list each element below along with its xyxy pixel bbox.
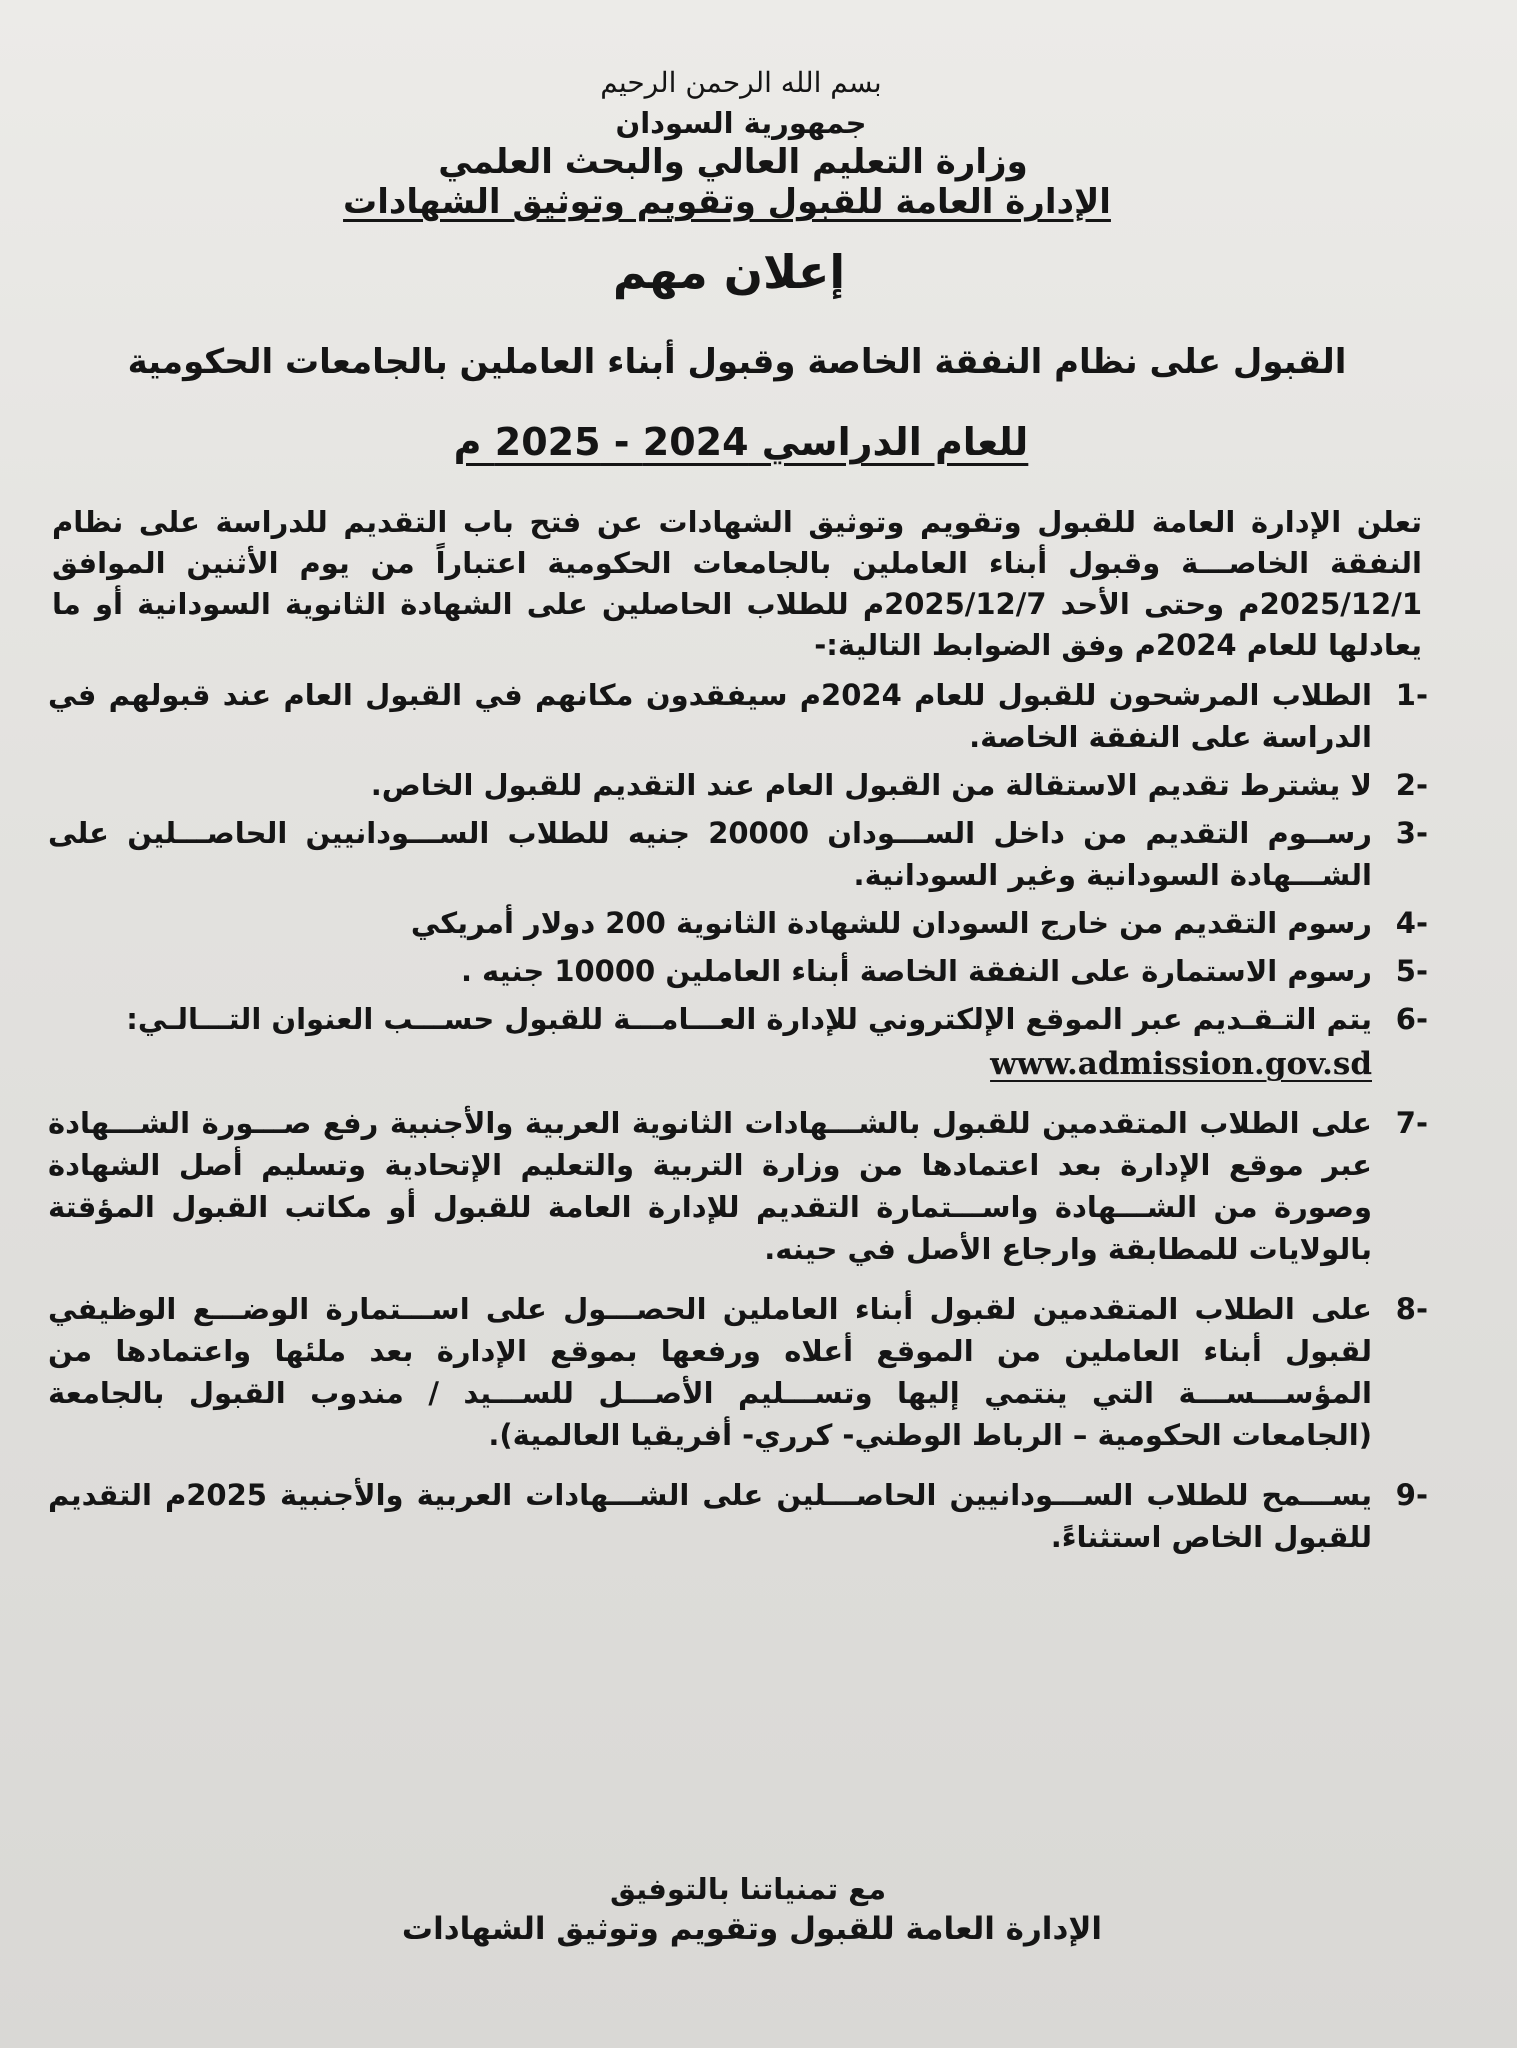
announcement-subject: القبول على نظام النفقة الخاصة وقبول أبناء العاملين بالجامعات الحكومية	[127, 341, 1347, 382]
list-item-text: لا يشترط تقديم الاستقالة من القبول العام عند التقديم للقبول الخاص.	[370, 767, 1372, 802]
list-item-number: -1	[1395, 677, 1428, 712]
list-item-text: رســوم التقديم من داخل الســـودان 20000 جنيه للطلاب الســـودانيين الحاصـــلين على الشـــهادة السودانية وغير السودانية.	[48, 815, 1372, 892]
requirements-list	[48, 674, 1428, 1558]
administration-name: الإدارة العامة للقبول وتقويم وتوثيق الشهادات	[343, 182, 1111, 223]
list-item-number: -8	[1395, 1291, 1428, 1326]
intro-paragraph: تعلن الإدارة العامة للقبول وتقويم وتوثيق الشهادات عن فتح باب التقديم للدراسة على نظام النفقة الخاصـــة وقبول أبناء العاملين بالجامعات الحكومية اعتباراً من يوم الأثنين الموافق 2025/12/1م وحتى الأحد 2025/12/7م للطلاب الحاصلين على الشهادة الثانوية السودانية أو ما يعادلها للعام 2024م وفق الضوابط التالية:-	[52, 504, 1422, 662]
list-item-number: -7	[1395, 1105, 1428, 1140]
basmala: بسم الله الرحمن الرحيم	[600, 66, 882, 99]
list-item-number: -3	[1395, 815, 1428, 850]
list-item-text: على الطلاب المتقدمين لقبول أبناء العاملين الحصـــول على اســـتمارة الوضـــع الوظيفي لقبول أبناء العاملين من الموقع أعلاه ورفعها بموقع الإدارة بعد ملئها واعتمادها من المؤســـســـة التي ينتمي إليها وتســـليم الأصـــل للســـيد / مندوب القبول بالجامعة (الجامعات الحكومية – الرباط الوطني- كرري- أفريقيا العالمية).	[48, 1291, 1372, 1452]
list-item	[48, 1102, 1428, 1270]
announcement-document	[50, 68, 1460, 1558]
list-item	[48, 950, 1428, 992]
list-item-text	[48, 998, 1372, 1084]
list-item-text: رسوم التقديم من خارج السودان للشهادة الثانوية 200 دولار أمريكي	[410, 905, 1372, 940]
signature-line: الإدارة العامة للقبول وتقويم وتوثيق الشهادات	[401, 1911, 1103, 1948]
document-header	[50, 68, 1460, 466]
list-item	[48, 764, 1428, 806]
list-item-text: يســـمح للطلاب الســـودانيين الحاصـــلين على الشـــهادات العربية والأجنبية 2025م التقديم للقبول الخاص استثناءً.	[48, 1477, 1372, 1554]
list-item-number: -5	[1395, 953, 1428, 988]
list-item-text: على الطلاب المتقدمين للقبول بالشـــهادات الثانوية العربية والأجنبية رفع صـــورة الشـــهادة عبر موقع الإدارة بعد اعتمادها من وزارة التربية والتعليم الإتحادية وتسليم أصل الشهادة وصورة من الشـــهادة واســـتمارة التقديم للإدارة العامة للقبول أو مكاتب القبول المؤقتة بالولايات للمطابقة وارجاع الأصل في حينه.	[48, 1105, 1372, 1266]
country-name: جمهورية السودان	[615, 106, 867, 141]
list-item	[48, 998, 1428, 1084]
closing-line: مع تمنياتنا بالتوفيق	[609, 1872, 887, 1906]
list-item	[48, 812, 1428, 896]
list-item-number: -2	[1395, 767, 1428, 802]
list-item	[48, 1474, 1428, 1558]
list-item-text: رسوم الاستمارة على النفقة الخاصة أبناء العاملين 10000 جنيه .	[460, 953, 1372, 988]
list-item-number: -6	[1395, 1001, 1428, 1036]
ministry-name: وزارة التعليم العالي والبحث العلمي	[438, 141, 1028, 182]
list-item-text-content: يتم التـقـديم عبر الموقع الإلكتروني للإدارة العـــامـــة للقبول حســـب العنوان التـــالـي:	[126, 1001, 1372, 1036]
academic-year: للعام الدراسي 2024 - 2025 م	[453, 420, 1029, 465]
list-item-text: الطلاب المرشحون للقبول للعام 2024م سيفقدون مكانهم في القبول العام عند قبولهم في الدراسة على النفقة الخاصة.	[48, 677, 1372, 754]
list-item	[48, 1288, 1428, 1456]
document-footer	[50, 1870, 1460, 1951]
admission-website-link[interactable]: www.admission.gov.sd	[990, 1045, 1372, 1082]
list-item	[48, 674, 1428, 758]
list-item-number: -9	[1395, 1477, 1428, 1512]
announcement-headline: إعلان مهم	[612, 245, 846, 300]
list-item-number: -4	[1395, 905, 1428, 940]
list-item	[48, 902, 1428, 944]
